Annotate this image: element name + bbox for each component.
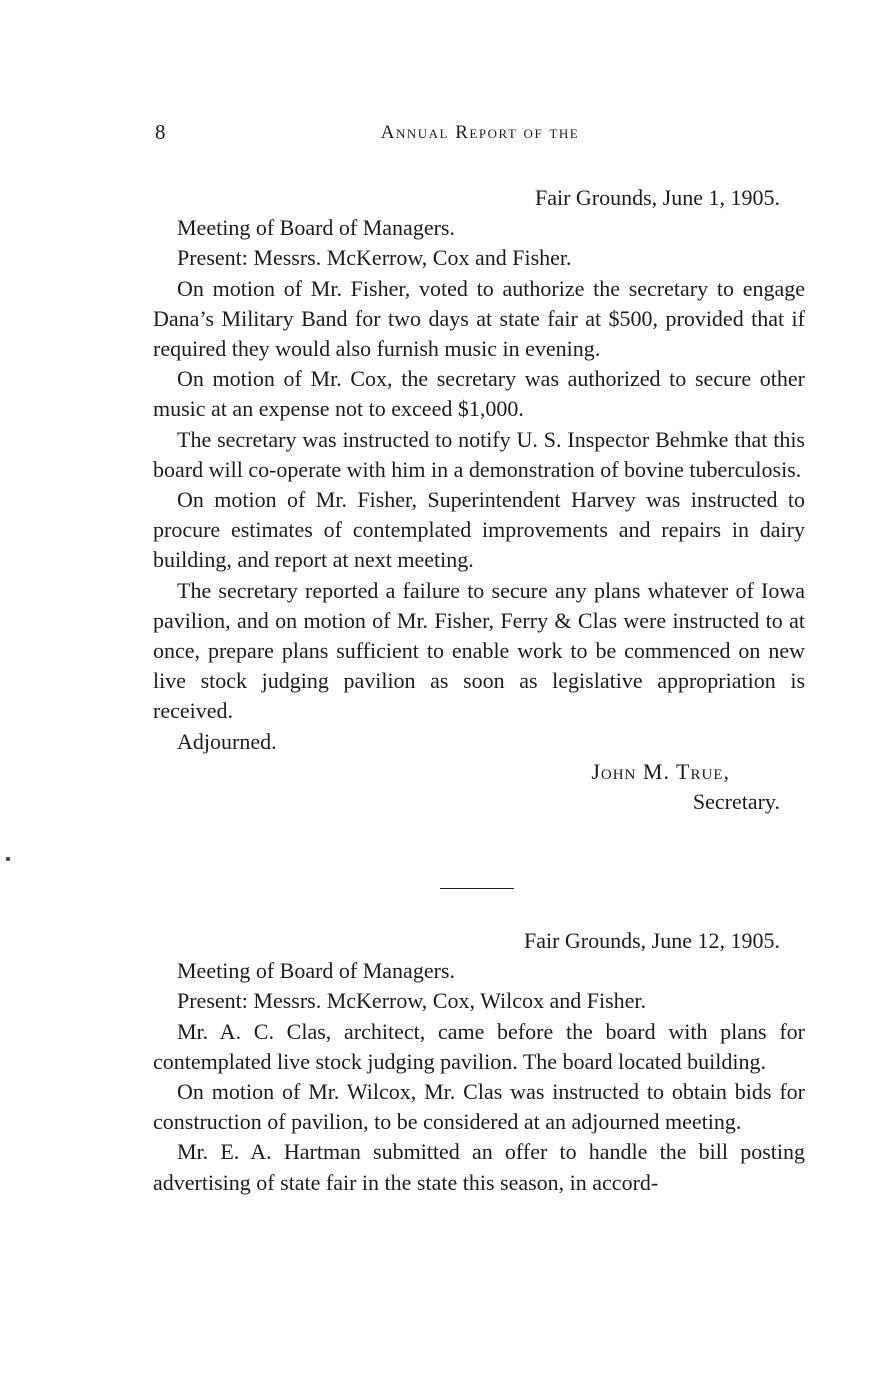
page-number: 8	[155, 120, 166, 144]
paragraph: Mr. A. C. Clas, architect, came before the board with plans for contemplated live stock judging pavilion. The board located building.	[153, 1018, 805, 1074]
paragraph: Mr. E. A. Hartman submitted an offer to handle the bill posting advertising of state fair in the state this season, in accord-	[153, 1139, 805, 1195]
signatory-name: John M. True,	[591, 758, 730, 784]
paragraph: The secretary was instructed to notify U. S. Inspector Behmke that this board will co-operate with him in a demonstration of bovine tuberculosis.	[153, 426, 805, 482]
paragraph: Present: Messrs. McKerrow, Cox, Wilcox and Fisher.	[177, 988, 647, 1014]
section-divider	[440, 888, 514, 889]
scan-speck	[6, 857, 10, 861]
paragraph: Adjourned.	[177, 728, 277, 754]
paragraph: On motion of Mr. Fisher, voted to authorize the secretary to engage Dana’s Military Band for two days at state fair at $500, provided that if required they would also furnish music in evening.	[153, 275, 805, 362]
minutes-entry-june-12	[153, 926, 805, 1198]
paragraph: Present: Messrs. McKerrow, Cox and Fisher.	[177, 245, 572, 271]
paragraph: On motion of Mr. Wilcox, Mr. Clas was instructed to obtain bids for construction of pavilion, to be considered at an adjourned meeting.	[153, 1079, 805, 1135]
paragraph: The secretary reported a failure to secure any plans whatever of Iowa pavilion, and on motion of Mr. Fisher, Ferry & Clas were instructed to at once, prepare plans sufficient to enable work to be commenced on new live stock judging pavilion as soon as legislative appropriation is received.	[153, 577, 805, 724]
paragraph: On motion of Mr. Fisher, Superintendent Harvey was instructed to procure estimates of contemplated improvements and repairs in dairy building, and report at next meeting.	[153, 487, 805, 573]
minutes-entry-june-1	[153, 183, 805, 817]
paragraph: On motion of Mr. Cox, the secretary was authorized to secure other music at an expense not to exceed $1,000.	[153, 366, 805, 422]
signatory-title: Secretary.	[692, 789, 780, 815]
paragraph: Meeting of Board of Managers.	[177, 215, 455, 241]
signature-block	[153, 757, 805, 817]
page-header	[155, 120, 805, 150]
running-head: Annual Report of the	[380, 122, 580, 143]
dateline: Fair Grounds, June 12, 1905.	[523, 928, 780, 953]
dateline: Fair Grounds, June 1, 1905.	[534, 185, 780, 210]
paragraph: Meeting of Board of Managers.	[177, 958, 455, 984]
